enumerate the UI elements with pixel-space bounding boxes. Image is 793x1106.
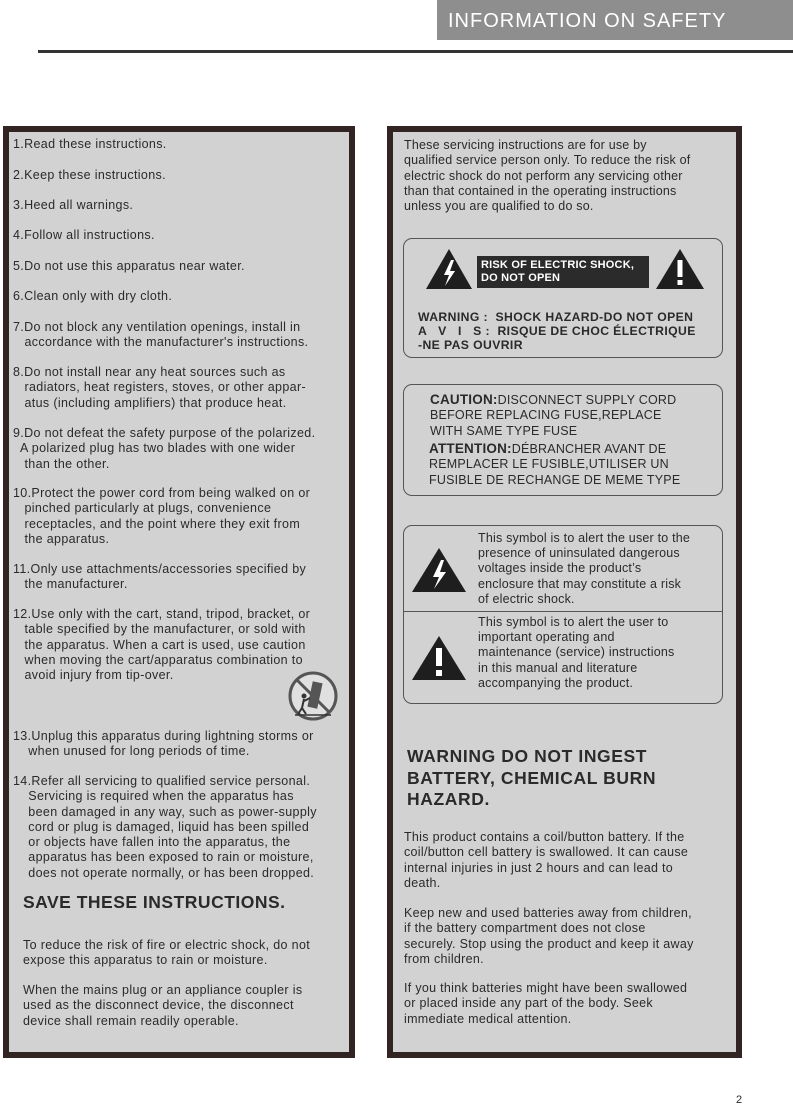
caution-label: CAUTION: bbox=[430, 392, 498, 407]
instruction-item: 8.Do not install near any heat sources such as radiators, heat registers, stoves, or other appar- atus (including amplifiers) that produce heat. bbox=[13, 365, 306, 410]
instruction-item: 2.Keep these instructions. bbox=[13, 168, 166, 182]
instruction-item: 13.Unplug this apparatus during lightning storms or when unused for long periods of time. bbox=[13, 729, 314, 759]
caution-fuse-box bbox=[403, 384, 723, 496]
exclamation-icon bbox=[410, 634, 468, 682]
warning-shock-hazard: WARNING : SHOCK HAZARD-DO NOT OPEN bbox=[418, 310, 694, 324]
lightning-icon bbox=[410, 546, 468, 594]
safety-instructions-panel bbox=[3, 126, 355, 1058]
save-instructions-heading: SAVE THESE INSTRUCTIONS. bbox=[23, 892, 286, 912]
instruction-item: 1.Read these instructions. bbox=[13, 137, 167, 151]
section-title: INFORMATION ON SAFETY bbox=[437, 0, 793, 40]
rain-warning-text: To reduce the risk of fire or electric shock, do not expose this apparatus to rain or moisture. bbox=[23, 938, 311, 968]
attention-line: FUSIBLE DE RECHANGE DE MEME TYPE bbox=[429, 473, 681, 487]
instruction-item: 14.Refer all servicing to qualified service personal. Servicing is required when the apparatus has been damaged in any way, such as power-supply cord or plug is damaged, liquid has been spilled or objects have fallen into the apparatus, the apparatus has been exposed to rain or moisture, does not operate normally, or has been dropped. bbox=[13, 774, 317, 880]
servicing-intro: These servicing instructions are for use by qualified service person only. To reduce the risk of electric shock do not perform any servicing other than that contained in the operating instructions unless you are qualified to do so. bbox=[404, 138, 691, 214]
instruction-item: 6.Clean only with dry cloth. bbox=[13, 289, 173, 303]
attention-line: REMPLACER LE FUSIBLE,UTILISER UN bbox=[429, 457, 669, 471]
avis-risque: A V I S : RISQUE DE CHOC ÉLECTRIQUE bbox=[418, 324, 696, 338]
attention-label: ATTENTION: bbox=[429, 441, 512, 456]
caution-text: DISCONNECT SUPPLY CORD bbox=[497, 393, 677, 407]
lightning-symbol-text: This symbol is to alert the user to the presence of uninsulated dangerous voltages inside the product’s enclosure that may constitute a risk of electric shock. bbox=[478, 531, 691, 606]
caution-line bbox=[430, 392, 676, 407]
ne-pas-ouvrir: -NE PAS OUVRIR bbox=[418, 338, 523, 352]
exclamation-symbol-text: This symbol is to alert the user to important operating and maintenance (service) instructions in this manual and literature accompanying the product. bbox=[478, 615, 675, 690]
instruction-item: 12.Use only with the cart, stand, tripod, bracket, or table specified by the manufacturer, or sold with the apparatus. When a cart is used, use caution when moving the cart/apparatus combination to avoid injury from tip-over. bbox=[13, 607, 311, 683]
instruction-item: 9.Do not defeat the safety purpose of the polarized. A polarized plug has two blades with one wider than the other. bbox=[13, 426, 316, 471]
instruction-item: 5.Do not use this apparatus near water. bbox=[13, 259, 245, 273]
cart-warning-icon bbox=[287, 670, 339, 722]
lightning-icon bbox=[424, 247, 474, 291]
risk-of-shock-label: RISK OF ELECTRIC SHOCK, DO NOT OPEN bbox=[477, 256, 649, 288]
instruction-item: 11.Only use attachments/accessories specified by the manufacturer. bbox=[13, 562, 307, 592]
battery-paragraph: Keep new and used batteries away from children, if the battery compartment does not close securely. Stop using the product and keep it away from children. bbox=[404, 906, 694, 966]
attention-text: DÉBRANCHER AVANT DE bbox=[511, 442, 667, 456]
battery-warning-heading: WARNING DO NOT INGEST BATTERY, CHEMICAL BURN HAZARD. bbox=[407, 746, 657, 809]
servicing-panel bbox=[387, 126, 742, 1058]
shock-warning-box bbox=[403, 238, 723, 358]
instruction-item: 7.Do not block any ventilation openings, install in accordance with the manufacturer's instructions. bbox=[13, 320, 309, 350]
page-number: 2 bbox=[736, 1094, 743, 1106]
instruction-item: 10.Protect the power cord from being walked on or pinched particularly at plugs, convenience receptacles, and the point where they exit from the apparatus. bbox=[13, 486, 311, 546]
instruction-item: 3.Heed all warnings. bbox=[13, 198, 134, 212]
instruction-item: 4.Follow all instructions. bbox=[13, 228, 155, 242]
attention-line bbox=[429, 441, 666, 456]
symbol-divider bbox=[404, 611, 722, 612]
symbol-explanation-box bbox=[403, 525, 723, 704]
caution-line: WITH SAME TYPE FUSE bbox=[430, 424, 578, 438]
battery-paragraph: This product contains a coil/button battery. If the coil/button cell battery is swallowed. It can cause internal injuries in just 2 hours and can lead to death. bbox=[404, 830, 689, 890]
caution-line: BEFORE REPLACING FUSE,REPLACE bbox=[430, 408, 662, 422]
battery-paragraph: If you think batteries might have been swallowed or placed inside any part of the body. Seek immediate medical attention. bbox=[404, 981, 688, 1026]
exclamation-icon bbox=[654, 247, 706, 291]
disconnect-device-text: When the mains plug or an appliance coupler is used as the disconnect device, the disconnect device shall remain readily operable. bbox=[23, 983, 303, 1028]
header-rule bbox=[38, 50, 793, 53]
